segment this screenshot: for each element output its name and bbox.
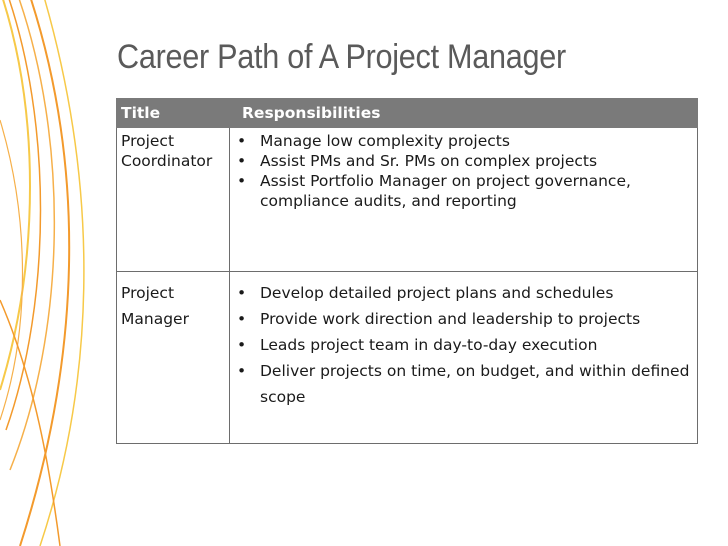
- bullet-icon: •: [237, 284, 247, 302]
- bullet-icon: •: [237, 336, 247, 354]
- responsibilities-cell: [230, 272, 698, 444]
- header-responsibilities: Responsibilities: [230, 99, 698, 128]
- list-item: • Provide work direction and leadership to projects: [230, 306, 693, 332]
- bullet-icon: •: [237, 310, 247, 328]
- bullet-icon: •: [237, 172, 247, 190]
- responsibilities-list: [230, 131, 693, 211]
- responsibilities-cell: [230, 128, 698, 272]
- table-row: [117, 128, 698, 272]
- bullet-icon: •: [237, 362, 247, 380]
- table-row: [117, 272, 698, 444]
- decorative-curves: [0, 0, 110, 546]
- slide-title: Career Path of A Project Manager: [117, 38, 566, 76]
- list-item: • Leads project team in day-to-day execution: [230, 332, 693, 358]
- list-item: • Assist Portfolio Manager on project governance, compliance audits, and reporting: [237, 172, 631, 210]
- role-title-cell: Project Coordinator: [117, 128, 230, 272]
- list-item: • Develop detailed project plans and schedules: [230, 280, 693, 306]
- role-title-cell: Project Manager: [117, 272, 230, 444]
- bullet-icon: •: [237, 132, 247, 150]
- list-item: • Manage low complexity projects: [237, 132, 510, 150]
- list-item: • Assist PMs and Sr. PMs on complex projects: [237, 152, 598, 170]
- table-header-row: [117, 99, 698, 128]
- bullet-icon: •: [237, 152, 247, 170]
- responsibilities-list: [230, 280, 693, 410]
- list-item: • Deliver projects on time, on budget, and within defined scope: [230, 358, 693, 410]
- career-path-table: [116, 98, 698, 444]
- header-title: Title: [117, 99, 230, 128]
